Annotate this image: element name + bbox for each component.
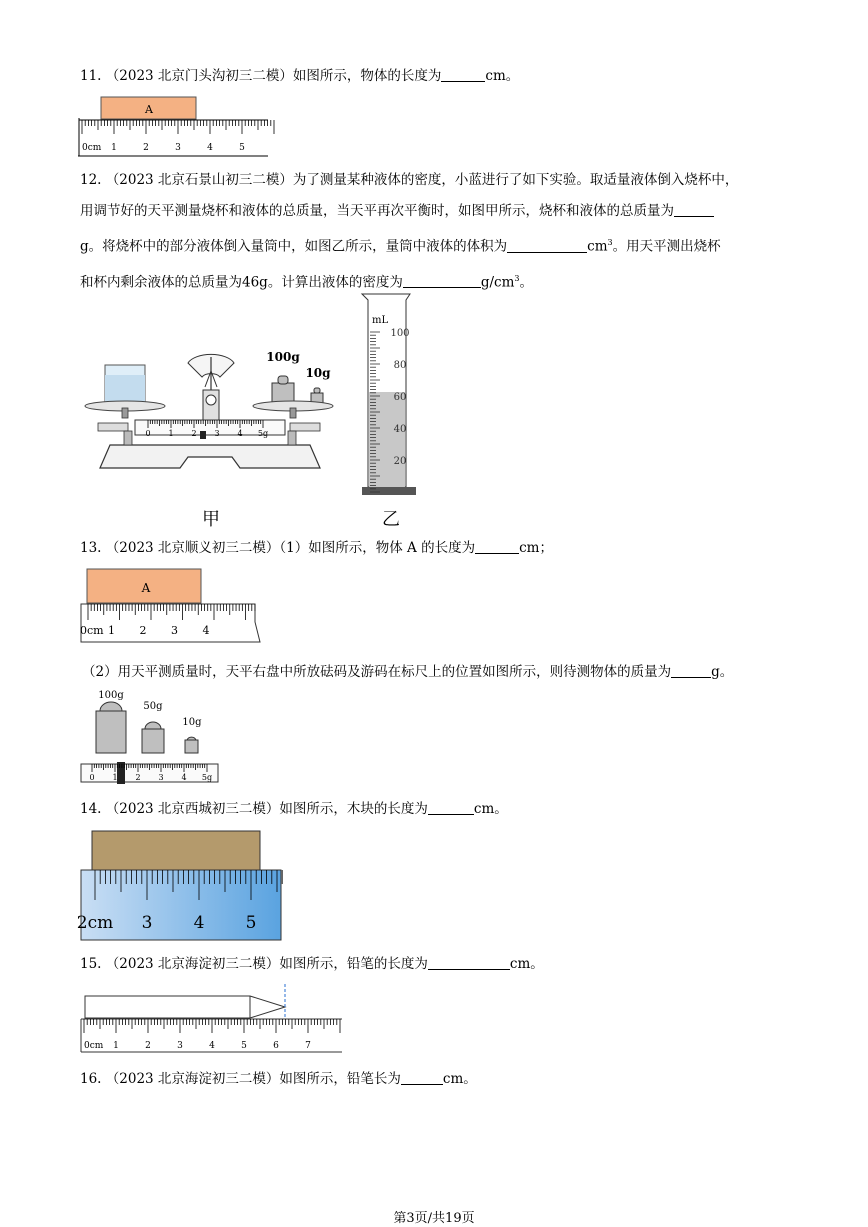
q12-caption-jia: 甲 (202, 509, 220, 530)
q11-ruler-label: 2 (143, 143, 149, 153)
q13-ruler-label: 1 (108, 624, 115, 637)
q12-line4: 和杯内剩余液体的总质量为46g。计算出液体的密度为 (80, 274, 403, 290)
cylinder-label: 80 (393, 360, 407, 371)
q11-ruler-label: 0cm (82, 143, 102, 153)
q12-line3: g。将烧杯中的部分液体倒入量筒中，如图乙所示，量筒中液体的体积为 (80, 238, 508, 255)
q13-part2-blank[interactable] (671, 662, 711, 678)
cylinder-base (362, 487, 416, 495)
q11-ruler-labels (82, 143, 245, 153)
question-13 (80, 534, 792, 563)
q12-density-blank[interactable] (403, 272, 481, 288)
q13-part2-unit: g。 (711, 664, 734, 680)
q13-ruler-label: 0cm (80, 624, 104, 637)
question-13-part-2 (82, 658, 802, 687)
q12-volume-unit: cm (587, 238, 608, 255)
question-12 (80, 165, 792, 298)
q13-part1-blank[interactable] (475, 538, 519, 554)
q12-beam-label: 5g (257, 429, 269, 438)
q15-ruler-label: 2 (145, 1041, 151, 1051)
q15-ruler-label: 6 (273, 1041, 279, 1051)
q11-block-label: A (145, 103, 153, 116)
q11-answer-blank[interactable] (441, 66, 485, 82)
q12-beam-label: 3 (214, 429, 220, 438)
q15-ruler-label: 1 (113, 1041, 119, 1051)
q14-answer-blank[interactable] (428, 799, 474, 815)
q15-ruler-label: 7 (305, 1041, 311, 1051)
q12-cylinder-figure (360, 292, 420, 497)
q13-part1-unit: cm； (519, 540, 553, 556)
q13-beam-label: 4 (181, 773, 187, 782)
q16-answer-blank[interactable] (401, 1069, 443, 1085)
cylinder-unit: mL (372, 315, 389, 326)
q12-volume-blank[interactable] (507, 237, 587, 253)
q14-ruler-figure (76, 830, 285, 942)
q12-caption-yi: 乙 (382, 509, 400, 530)
q11-text: 11. （2023 北京门头沟初三二模）如图所示，物体的长度为 (80, 68, 442, 84)
cylinder-label: 40 (393, 424, 407, 435)
q14-wood-block (92, 831, 260, 870)
q15-ruler-label: 0cm (84, 1041, 104, 1051)
q13-ruler-label: 3 (171, 624, 178, 637)
q15-ruler-label: 5 (241, 1041, 247, 1051)
q11-ruler-label: 5 (239, 143, 245, 153)
q13-part1-text: 13. （2023 北京顺义初三二模）（1）如图所示，物体 A 的长度为 (80, 540, 476, 556)
balance-rider (200, 431, 206, 439)
q11-ruler-label: 3 (175, 143, 181, 153)
q12-balance-figure (80, 345, 340, 475)
cylinder-label: 60 (393, 392, 407, 403)
cylinder-label: 100 (390, 328, 410, 339)
q15-unit: cm。 (509, 956, 544, 972)
q15-text: 15. （2023 北京海淀初三二模）如图所示，铅笔的长度为 (80, 956, 428, 972)
q12-beam-label: 1 (168, 429, 174, 438)
weight-10g-label: 10g (305, 366, 331, 380)
q13-beam-label: 1 (112, 773, 118, 782)
q13-weight-100g (96, 711, 126, 753)
q13-weight-50g (142, 729, 164, 753)
q11-ruler-ticks (82, 120, 274, 134)
q13-weights-figure (80, 688, 225, 788)
q15-ruler-label: 3 (177, 1041, 183, 1051)
q11-ruler-figure (78, 96, 278, 158)
q12-line1: 12. （2023 北京石景山初三二模）为了测量某种液体的密度，小蓝进行了如下实验。取适量液体倒入烧杯中， (80, 172, 739, 188)
q13-ruler-label: 2 (139, 624, 147, 637)
q13-beam-label: 5g (201, 773, 213, 782)
q13-weight-10g-label: 10g (182, 717, 202, 728)
q15-pencil (85, 996, 285, 1018)
page-footer: 第3页/共19页 (393, 1211, 475, 1226)
q13-part2-text: （2）用天平测质量时，天平右盘中所放砝码及游码在标尺上的位置如图所示，则待测物体的质量为 (82, 664, 672, 680)
q13-ruler-label: 4 (202, 624, 210, 637)
question-15 (80, 950, 792, 979)
q12-beam-label: 4 (237, 429, 243, 438)
q15-pencil-figure (80, 982, 350, 1057)
q12-line4-end: 。 (519, 274, 533, 290)
question-11 (80, 62, 792, 91)
q13-weight-10g (185, 740, 198, 753)
q15-ruler-label: 4 (209, 1041, 215, 1051)
q12-beam-label: 2 (191, 429, 197, 438)
q16-unit: cm。 (442, 1071, 477, 1087)
q13-weight-100g-label: 100g (98, 690, 124, 701)
question-14 (80, 795, 792, 824)
q13-beam-label: 2 (135, 773, 141, 782)
q12-beam-label: 0 (145, 429, 151, 438)
q12-density-unit-sup: 3 (514, 273, 520, 283)
q12-density-unit: g/cm (480, 274, 515, 290)
q13-block-label: A (141, 581, 151, 595)
q13-beam-label: 0 (89, 773, 95, 782)
q12-line3-end: 。用天平测出烧杯 (612, 238, 721, 255)
q13-beam-label: 3 (158, 773, 164, 782)
q14-ruler-label: 2cm (76, 913, 114, 933)
q14-unit: cm。 (473, 801, 508, 817)
q11-unit: cm。 (485, 68, 520, 84)
q16-text: 16. （2023 北京海淀初三二模）如图所示，铅笔长为 (80, 1071, 401, 1087)
weight-100g-label: 100g (266, 350, 300, 364)
q12-line2: 用调节好的天平测量烧杯和液体的总质量，当天平再次平衡时，如图甲所示，烧杯和液体的总质量为 (80, 203, 674, 219)
q14-ruler-label: 3 (141, 913, 153, 933)
q12-mass-blank[interactable] (674, 201, 714, 217)
q14-ruler-label: 5 (245, 913, 257, 933)
weight-100g (272, 383, 294, 403)
q13-ruler-figure (80, 568, 265, 648)
q11-ruler-label: 1 (111, 143, 117, 153)
balance-base (100, 445, 320, 468)
cylinder-label: 20 (393, 456, 407, 467)
question-16 (80, 1065, 792, 1094)
q13-weight-50g-label: 50g (143, 701, 163, 712)
q14-ruler-label: 4 (193, 913, 205, 933)
q14-text: 14. （2023 北京西城初三二模）如图所示，木块的长度为 (80, 801, 428, 817)
q12-volume-unit-sup: 3 (607, 238, 613, 247)
q11-ruler-label: 4 (207, 143, 213, 153)
q15-answer-blank[interactable] (428, 954, 510, 970)
